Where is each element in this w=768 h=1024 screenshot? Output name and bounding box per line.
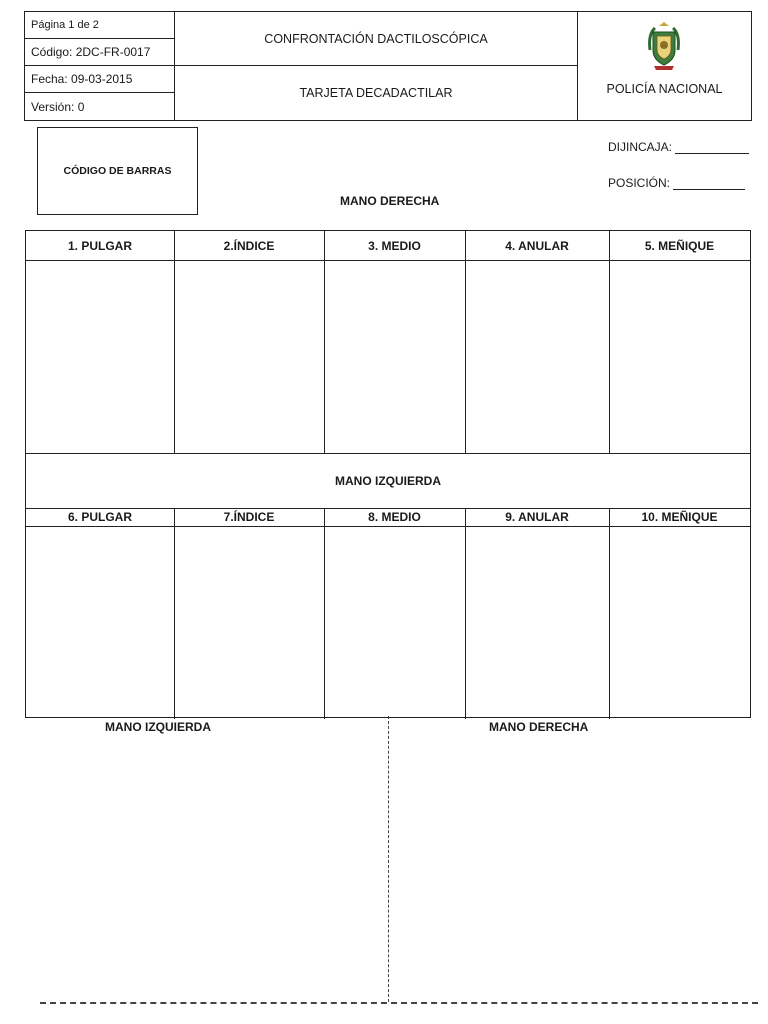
- institution-name: POLICÍA NACIONAL: [606, 82, 723, 96]
- bottom-right-hand-label: MANO DERECHA: [489, 720, 589, 734]
- form-header: [24, 11, 752, 121]
- finger-header-right-middle: 3. MEDIO: [368, 238, 421, 253]
- posicion-label: POSICIÓN:: [608, 176, 671, 190]
- grid-line: [465, 508, 466, 719]
- barcode-label: CÓDIGO DE BARRAS: [63, 165, 172, 177]
- finger-header-left-little: 10. MEÑIQUE: [641, 510, 718, 524]
- fingerprint-grid: [25, 230, 751, 718]
- barcode-box: [37, 127, 198, 215]
- document-title: CONFRONTACIÓN DACTILOSCÓPICA: [175, 12, 577, 66]
- vertical-cut-line: [388, 716, 389, 1002]
- document-date: Fecha: 09-03-2015: [25, 66, 174, 93]
- institution-logo-cell: [578, 12, 751, 120]
- grid-line: [465, 231, 466, 453]
- document-subtitle: TARJETA DECADACTILAR: [299, 86, 453, 100]
- grid-line: [26, 260, 750, 261]
- finger-header-right-little: 5. MEÑIQUE: [644, 238, 715, 253]
- finger-header-left-index: 7.ÍNDICE: [223, 510, 275, 524]
- page-number: Página 1 de 2: [25, 12, 174, 39]
- police-emblem-icon: [646, 20, 682, 72]
- grid-line: [26, 526, 750, 527]
- dijincaja-blank[interactable]: [675, 143, 749, 154]
- finger-header-left-ring: 9. ANULAR: [505, 510, 569, 524]
- grid-line: [324, 231, 325, 453]
- horizontal-cut-line: [40, 1002, 758, 1004]
- document-version: Versión: 0: [31, 99, 85, 114]
- dijincaja-field[interactable]: [608, 140, 749, 154]
- bottom-left-hand-label: MANO IZQUIERDA: [105, 720, 211, 734]
- finger-header-right-index: 2.ÍNDICE: [223, 238, 275, 253]
- document-titles: [175, 12, 578, 120]
- grid-line: [174, 508, 175, 719]
- grid-line: [609, 231, 610, 453]
- grid-line: [609, 508, 610, 719]
- finger-header-left-thumb: 6. PULGAR: [67, 510, 132, 524]
- dijincaja-label: DIJINCAJA:: [608, 140, 673, 154]
- grid-line: [324, 508, 325, 719]
- grid-line: [174, 231, 175, 453]
- finger-header-right-ring: 4. ANULAR: [505, 238, 569, 253]
- posicion-blank[interactable]: [673, 179, 745, 190]
- posicion-field[interactable]: [608, 176, 745, 190]
- document-code: Código: 2DC-FR-0017: [25, 39, 174, 66]
- document-metadata: [25, 12, 175, 120]
- finger-header-left-middle: 8. MEDIO: [368, 510, 421, 524]
- finger-header-right-thumb: 1. PULGAR: [67, 238, 132, 253]
- right-hand-title: MANO DERECHA: [340, 194, 440, 208]
- left-hand-title: MANO IZQUIERDA: [335, 473, 441, 488]
